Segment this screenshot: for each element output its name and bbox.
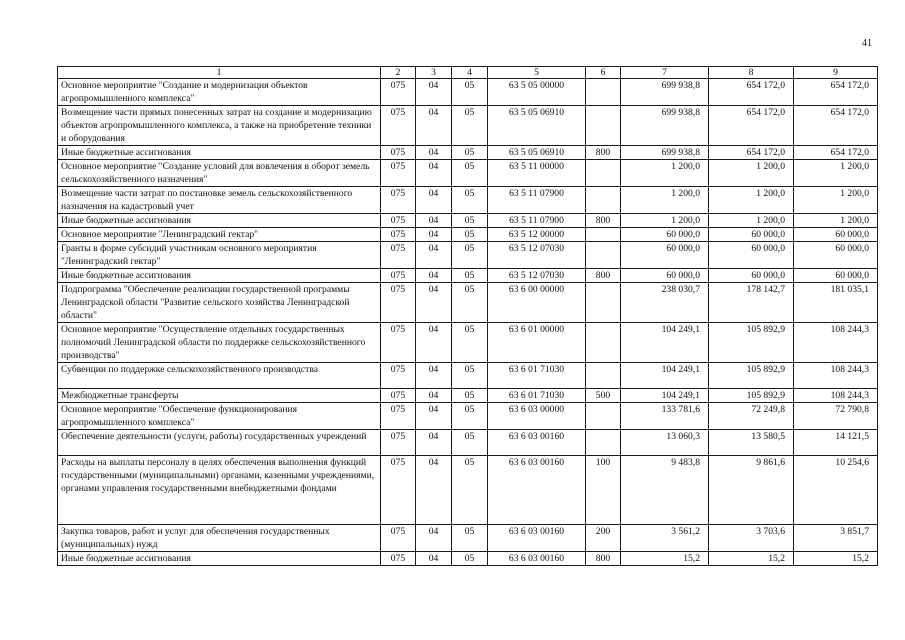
expense-type-cell: 200 bbox=[586, 525, 621, 552]
amount-col9-cell: 654 172,0 bbox=[794, 79, 878, 106]
expense-type-cell: 800 bbox=[586, 269, 621, 283]
admin-code-cell: 075 bbox=[381, 525, 416, 552]
subsection-cell: 05 bbox=[452, 389, 488, 403]
amount-col8-cell: 60 000,0 bbox=[709, 242, 794, 269]
row-name-cell: Иные бюджетные ассигнования bbox=[58, 552, 381, 566]
section-cell: 04 bbox=[416, 106, 452, 146]
target-article-cell: 63 6 01 71030 bbox=[488, 363, 586, 389]
section-cell: 04 bbox=[416, 214, 452, 228]
amount-col7-cell: 60 000,0 bbox=[621, 242, 709, 269]
target-article-cell: 63 5 11 07900 bbox=[488, 187, 586, 214]
column-header: 9 bbox=[794, 67, 878, 79]
amount-col8-cell: 9 861,6 bbox=[709, 456, 794, 525]
amount-col7-cell: 104 249,1 bbox=[621, 323, 709, 363]
target-article-cell: 63 6 01 00000 bbox=[488, 323, 586, 363]
amount-col9-cell: 108 244,3 bbox=[794, 389, 878, 403]
subsection-cell: 05 bbox=[452, 106, 488, 146]
row-name-cell: Подпрограмма "Обеспечение реализации государственной программы Ленинградской области "Развитие сельского хозяйства Ленинградской области" bbox=[58, 283, 381, 323]
table-row bbox=[58, 214, 878, 228]
row-name-cell: Межбюджетные трансферты bbox=[58, 389, 381, 403]
amount-col8-cell: 60 000,0 bbox=[709, 269, 794, 283]
amount-col7-cell: 699 938,8 bbox=[621, 106, 709, 146]
amount-col9-cell: 1 200,0 bbox=[794, 160, 878, 187]
expense-type-cell bbox=[586, 106, 621, 146]
row-name-cell: Основное мероприятие "Обеспечение функционирования агропромышленного комплекса" bbox=[58, 403, 381, 430]
target-article-cell: 63 6 03 00160 bbox=[488, 430, 586, 456]
target-article-cell: 63 6 00 00000 bbox=[488, 283, 586, 323]
amount-col8-cell: 105 892,9 bbox=[709, 363, 794, 389]
section-cell: 04 bbox=[416, 160, 452, 187]
amount-col8-cell: 654 172,0 bbox=[709, 146, 794, 160]
target-article-cell: 63 5 05 00000 bbox=[488, 79, 586, 106]
admin-code-cell: 075 bbox=[381, 187, 416, 214]
amount-col9-cell: 1 200,0 bbox=[794, 187, 878, 214]
amount-col7-cell: 1 200,0 bbox=[621, 214, 709, 228]
amount-col8-cell: 60 000,0 bbox=[709, 228, 794, 242]
table-row bbox=[58, 456, 878, 525]
row-name-cell: Иные бюджетные ассигнования bbox=[58, 269, 381, 283]
admin-code-cell: 075 bbox=[381, 323, 416, 363]
subsection-cell: 05 bbox=[452, 283, 488, 323]
row-name-cell: Иные бюджетные ассигнования bbox=[58, 214, 381, 228]
admin-code-cell: 075 bbox=[381, 228, 416, 242]
table-row bbox=[58, 525, 878, 552]
admin-code-cell: 075 bbox=[381, 552, 416, 566]
amount-col8-cell: 1 200,0 bbox=[709, 187, 794, 214]
subsection-cell: 05 bbox=[452, 187, 488, 214]
admin-code-cell: 075 bbox=[381, 283, 416, 323]
row-name-cell: Возмещение части затрат по постановке земель сельскохозяйственного назначения на кадастровый учет bbox=[58, 187, 381, 214]
table-row bbox=[58, 430, 878, 456]
amount-col7-cell: 9 483,8 bbox=[621, 456, 709, 525]
expense-type-cell bbox=[586, 430, 621, 456]
amount-col9-cell: 60 000,0 bbox=[794, 269, 878, 283]
table-row bbox=[58, 403, 878, 430]
target-article-cell: 63 5 05 06910 bbox=[488, 106, 586, 146]
amount-col7-cell: 1 200,0 bbox=[621, 160, 709, 187]
amount-col9-cell: 60 000,0 bbox=[794, 242, 878, 269]
amount-col9-cell: 72 790,8 bbox=[794, 403, 878, 430]
section-cell: 04 bbox=[416, 389, 452, 403]
amount-col7-cell: 60 000,0 bbox=[621, 228, 709, 242]
admin-code-cell: 075 bbox=[381, 106, 416, 146]
amount-col9-cell: 654 172,0 bbox=[794, 146, 878, 160]
amount-col7-cell: 104 249,1 bbox=[621, 363, 709, 389]
section-cell: 04 bbox=[416, 283, 452, 323]
amount-col8-cell: 15,2 bbox=[709, 552, 794, 566]
amount-col8-cell: 1 200,0 bbox=[709, 160, 794, 187]
admin-code-cell: 075 bbox=[381, 214, 416, 228]
row-name-cell: Закупка товаров, работ и услуг для обеспечения государственных (муниципальных) нужд bbox=[58, 525, 381, 552]
expense-type-cell bbox=[586, 160, 621, 187]
row-name-cell: Субвенции по поддержке сельскохозяйственного производства bbox=[58, 363, 381, 389]
header-row bbox=[58, 67, 878, 79]
section-cell: 04 bbox=[416, 242, 452, 269]
expense-type-cell: 800 bbox=[586, 552, 621, 566]
admin-code-cell: 075 bbox=[381, 403, 416, 430]
expense-type-cell bbox=[586, 323, 621, 363]
subsection-cell: 05 bbox=[452, 269, 488, 283]
amount-col7-cell: 1 200,0 bbox=[621, 187, 709, 214]
row-name-cell: Иные бюджетные ассигнования bbox=[58, 146, 381, 160]
admin-code-cell: 075 bbox=[381, 389, 416, 403]
subsection-cell: 05 bbox=[452, 242, 488, 269]
subsection-cell: 05 bbox=[452, 430, 488, 456]
section-cell: 04 bbox=[416, 552, 452, 566]
admin-code-cell: 075 bbox=[381, 146, 416, 160]
section-cell: 04 bbox=[416, 323, 452, 363]
amount-col8-cell: 178 142,7 bbox=[709, 283, 794, 323]
amount-col8-cell: 105 892,9 bbox=[709, 323, 794, 363]
subsection-cell: 05 bbox=[452, 456, 488, 525]
amount-col7-cell: 238 030,7 bbox=[621, 283, 709, 323]
row-name-cell: Основное мероприятие "Ленинградский гектар" bbox=[58, 228, 381, 242]
table-row bbox=[58, 269, 878, 283]
amount-col8-cell: 3 703,6 bbox=[709, 525, 794, 552]
target-article-cell: 63 6 01 71030 bbox=[488, 389, 586, 403]
column-header: 1 bbox=[58, 67, 381, 79]
table-row bbox=[58, 323, 878, 363]
table-row bbox=[58, 79, 878, 106]
column-header: 6 bbox=[586, 67, 621, 79]
target-article-cell: 63 6 03 00000 bbox=[488, 403, 586, 430]
amount-col7-cell: 699 938,8 bbox=[621, 146, 709, 160]
section-cell: 04 bbox=[416, 525, 452, 552]
admin-code-cell: 075 bbox=[381, 269, 416, 283]
target-article-cell: 63 5 11 07900 bbox=[488, 214, 586, 228]
expense-type-cell bbox=[586, 187, 621, 214]
target-article-cell: 63 6 03 00160 bbox=[488, 525, 586, 552]
row-name-cell: Обеспечение деятельности (услуги, работы) государственных учреждений bbox=[58, 430, 381, 456]
target-article-cell: 63 5 05 06910 bbox=[488, 146, 586, 160]
amount-col7-cell: 13 060,3 bbox=[621, 430, 709, 456]
amount-col9-cell: 181 035,1 bbox=[794, 283, 878, 323]
target-article-cell: 63 5 12 07030 bbox=[488, 269, 586, 283]
subsection-cell: 05 bbox=[452, 214, 488, 228]
target-article-cell: 63 6 03 00160 bbox=[488, 552, 586, 566]
amount-col8-cell: 13 580,5 bbox=[709, 430, 794, 456]
amount-col8-cell: 654 172,0 bbox=[709, 106, 794, 146]
amount-col8-cell: 105 892,9 bbox=[709, 389, 794, 403]
column-header: 4 bbox=[452, 67, 488, 79]
admin-code-cell: 075 bbox=[381, 430, 416, 456]
expense-type-cell bbox=[586, 79, 621, 106]
table-row bbox=[58, 363, 878, 389]
amount-col8-cell: 654 172,0 bbox=[709, 79, 794, 106]
admin-code-cell: 075 bbox=[381, 79, 416, 106]
table-row bbox=[58, 242, 878, 269]
section-cell: 04 bbox=[416, 403, 452, 430]
section-cell: 04 bbox=[416, 187, 452, 214]
column-header: 7 bbox=[621, 67, 709, 79]
section-cell: 04 bbox=[416, 430, 452, 456]
table-row bbox=[58, 552, 878, 566]
target-article-cell: 63 6 03 00160 bbox=[488, 456, 586, 525]
subsection-cell: 05 bbox=[452, 146, 488, 160]
table-row bbox=[58, 160, 878, 187]
amount-col9-cell: 654 172,0 bbox=[794, 106, 878, 146]
amount-col7-cell: 15,2 bbox=[621, 552, 709, 566]
budget-table bbox=[57, 66, 878, 566]
page-number: 41 bbox=[862, 38, 872, 49]
expense-type-cell bbox=[586, 283, 621, 323]
subsection-cell: 05 bbox=[452, 323, 488, 363]
amount-col9-cell: 1 200,0 bbox=[794, 214, 878, 228]
expense-type-cell bbox=[586, 363, 621, 389]
admin-code-cell: 075 bbox=[381, 160, 416, 187]
expense-type-cell bbox=[586, 228, 621, 242]
subsection-cell: 05 bbox=[452, 525, 488, 552]
table-row bbox=[58, 228, 878, 242]
admin-code-cell: 075 bbox=[381, 456, 416, 525]
amount-col9-cell: 60 000,0 bbox=[794, 228, 878, 242]
subsection-cell: 05 bbox=[452, 363, 488, 389]
amount-col7-cell: 699 938,8 bbox=[621, 79, 709, 106]
subsection-cell: 05 bbox=[452, 552, 488, 566]
column-header: 2 bbox=[381, 67, 416, 79]
amount-col9-cell: 14 121,5 bbox=[794, 430, 878, 456]
row-name-cell: Расходы на выплаты персоналу в целях обеспечения выполнения функций государственными (муниципальными) органами, казенными учреждениями, органами управления государственными внебюджетными фондами bbox=[58, 456, 381, 525]
column-header: 8 bbox=[709, 67, 794, 79]
target-article-cell: 63 5 12 07030 bbox=[488, 242, 586, 269]
amount-col7-cell: 104 249,1 bbox=[621, 389, 709, 403]
amount-col9-cell: 108 244,3 bbox=[794, 363, 878, 389]
section-cell: 04 bbox=[416, 456, 452, 525]
row-name-cell: Основное мероприятие "Создание и модернизация объектов агропромышленного комплекса" bbox=[58, 79, 381, 106]
target-article-cell: 63 5 11 00000 bbox=[488, 160, 586, 187]
table-row bbox=[58, 106, 878, 146]
admin-code-cell: 075 bbox=[381, 242, 416, 269]
section-cell: 04 bbox=[416, 269, 452, 283]
table-row bbox=[58, 283, 878, 323]
section-cell: 04 bbox=[416, 79, 452, 106]
table-row bbox=[58, 389, 878, 403]
target-article-cell: 63 5 12 00000 bbox=[488, 228, 586, 242]
expense-type-cell: 800 bbox=[586, 214, 621, 228]
expense-type-cell bbox=[586, 242, 621, 269]
expense-type-cell bbox=[586, 403, 621, 430]
column-header: 3 bbox=[416, 67, 452, 79]
amount-col8-cell: 1 200,0 bbox=[709, 214, 794, 228]
row-name-cell: Гранты в форме субсидий участникам основного мероприятия "Ленинградский гектар" bbox=[58, 242, 381, 269]
row-name-cell: Основное мероприятие "Создание условий для вовлечения в оборот земель сельскохозяйственного назначения" bbox=[58, 160, 381, 187]
amount-col9-cell: 3 851,7 bbox=[794, 525, 878, 552]
section-cell: 04 bbox=[416, 146, 452, 160]
section-cell: 04 bbox=[416, 363, 452, 389]
row-name-cell: Основное мероприятие "Осуществление отдельных государственных полномочий Ленинградской области по поддержке сельскохозяйственного производства" bbox=[58, 323, 381, 363]
table-row bbox=[58, 187, 878, 214]
subsection-cell: 05 bbox=[452, 160, 488, 187]
amount-col9-cell: 108 244,3 bbox=[794, 323, 878, 363]
amount-col9-cell: 10 254,6 bbox=[794, 456, 878, 525]
expense-type-cell: 500 bbox=[586, 389, 621, 403]
amount-col7-cell: 60 000,0 bbox=[621, 269, 709, 283]
amount-col9-cell: 15,2 bbox=[794, 552, 878, 566]
column-header: 5 bbox=[488, 67, 586, 79]
expense-type-cell: 100 bbox=[586, 456, 621, 525]
admin-code-cell: 075 bbox=[381, 363, 416, 389]
subsection-cell: 05 bbox=[452, 228, 488, 242]
expense-type-cell: 800 bbox=[586, 146, 621, 160]
row-name-cell: Возмещение части прямых понесенных затрат на создание и модернизацию объектов агропромышленного комплекса, а также на приобретение техники и оборудования bbox=[58, 106, 381, 146]
amount-col7-cell: 133 781,6 bbox=[621, 403, 709, 430]
amount-col8-cell: 72 249,8 bbox=[709, 403, 794, 430]
subsection-cell: 05 bbox=[452, 403, 488, 430]
table-row bbox=[58, 146, 878, 160]
amount-col7-cell: 3 561,2 bbox=[621, 525, 709, 552]
subsection-cell: 05 bbox=[452, 79, 488, 106]
section-cell: 04 bbox=[416, 228, 452, 242]
